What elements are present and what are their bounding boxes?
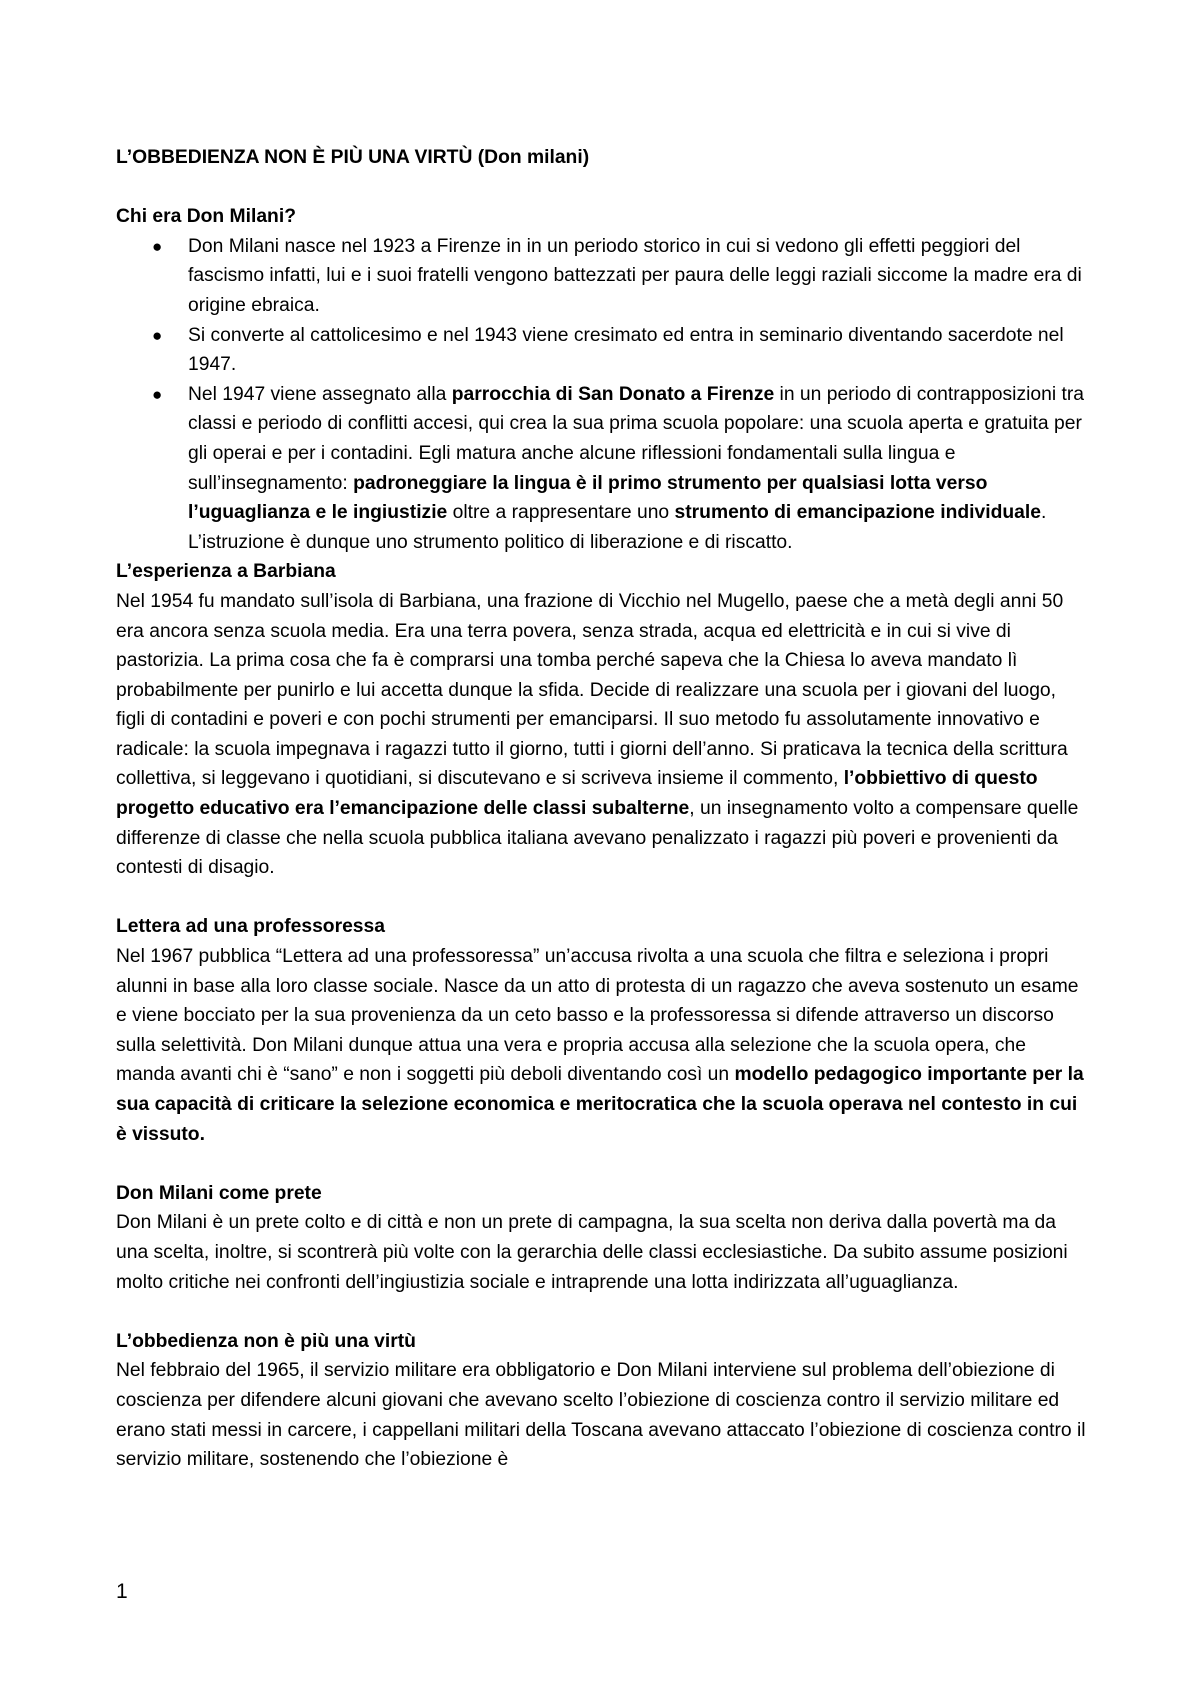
bullet-list (116, 232, 1086, 558)
list-item (116, 321, 1086, 380)
spacer (116, 883, 1086, 913)
text-run: Nel 1947 viene assegnato alla (188, 383, 452, 405)
text-run: Nel 1954 fu mandato sull’isola di Barbiana, una frazione di Vicchio nel Mugello, paese che a metà degli anni 50 era ancora senza scuola media. Era una terra povera, senza strada, acqua ed elettricità e in cui si vive di pastorizia. La prima cosa che fa è comprarsi una tomba perché sapeva che la Chiesa lo aveva mandato lì probabilmente per punirlo e lui accetta dunque la sfida. Decide di realizzare una scuola per i giovani del luogo, figli di contadini e poveri e con pochi strumenti per emanciparsi. Il suo metodo fu assolutamente innovativo e radicale: la scuola impegnava i ragazzi tutto il giorno, tutti i giorni dell’anno. Si praticava la tecnica della scrittura collettiva, si leggevano i quotidiani, si discutevano e si scriveva insieme il commento, (116, 590, 1068, 790)
page-number: 1 (116, 1580, 128, 1603)
section-heading-chi-era: Chi era Don Milani? (116, 206, 296, 228)
section-heading-obbedienza: L’obbedienza non è più una virtù (116, 1330, 416, 1352)
list-item-text: Don Milani nasce nel 1923 a Firenze in in un periodo storico in cui si vedono gli effetti peggiori del fascismo infatti, lui e i suoi fratelli vengono battezzati per paura delle leggi raziali siccome la madre era di origine ebraica. (188, 235, 1082, 316)
bullet-icon: ● (152, 384, 163, 404)
document-title: L’OBBEDIENZA NON È PIÙ UNA VIRTÙ (Don milani) (116, 147, 590, 168)
bold-text-run: l’obbiettivo di questo progetto educativo era l’emancipazione delle classi subalterne (116, 768, 1038, 820)
spacer (116, 1149, 1086, 1179)
bold-text-run: modello pedagogico importante per la sua capacità di criticare la selezione economica e meritocratica che la scuola operava nel contesto in cui è vissuto. (116, 1064, 1084, 1145)
bold-text-run: parrocchia di San Donato a Firenze (451, 383, 775, 405)
bullet-icon: ● (152, 236, 163, 256)
text-run: , un insegnamento volto a compensare quelle differenze di classe che nella scuola pubblica italiana avevano penalizzato i ragazzi più poveri e provenienti da contesti di disagio. (116, 798, 1079, 879)
paragraph-barbiana (116, 587, 1086, 883)
paragraph-prete: Don Milani è un prete colto e di città e non un prete di campagna, la sua scelta non deriva dalla povertà ma da una scelta, inoltre, si scontrerà più volte con la gerarchia delle classi ecclesiastiche. Da subito assume posizioni molto critiche nei confronti dell’ingiustizia sociale e intraprende una lotta indirizzata all’uguaglianza. (116, 1212, 1068, 1293)
paragraph-lettera (116, 942, 1086, 1149)
bold-text-run: strumento di emancipazione individuale (674, 502, 1041, 524)
section-heading-barbiana: L’esperienza a Barbiana (116, 561, 336, 583)
section-heading-prete: Don Milani come prete (116, 1182, 322, 1204)
spacer (116, 1297, 1086, 1327)
text-run: Nel 1967 pubblica “Lettera ad una professoressa” un’accusa rivolta a una scuola che filtra e seleziona i propri alunni in base alla loro classe sociale. Nasce da un atto di protesta di un ragazzo che aveva sostenuto un esame e viene bocciato per la sua provenienza da un ceto basso e la professoressa si difende attraverso un discorso sulla selettività. Don Milani dunque attua una vera e propria accusa alla selezione che la scuola opera, che manda avanti chi è “sano” e non i soggetti più deboli diventando così un (116, 946, 1079, 1086)
section-heading-lettera: Lettera ad una professoressa (116, 916, 385, 938)
bold-text-run: padroneggiare la lingua è il primo strumento per qualsiasi lotta verso l’uguaglianza e le ingiustizie (188, 472, 988, 524)
list-item (116, 232, 1086, 321)
paragraph-obbedienza: Nel febbraio del 1965, il servizio militare era obbligatorio e Don Milani interviene sul problema dell’obiezione di coscienza per difendere alcuni giovani che avevano scelto l’obiezione di coscienza contro il servizio militare ed erano stati messi in carcere, i cappellani militari della Toscana avevano attaccato l’obiezione di coscienza contro il servizio militare, sostenendo che l’obiezione è (116, 1360, 1086, 1471)
text-run: . L’istruzione è dunque uno strumento politico di liberazione e di riscatto. (188, 502, 1047, 553)
list-item-text: Si converte al cattolicesimo e nel 1943 viene cresimato ed entra in seminario diventando sacerdote nel 1947. (188, 324, 1064, 376)
list-item-text (188, 384, 1084, 553)
text-run: oltre a rappresentare uno (447, 502, 675, 524)
text-run: in un periodo di contrapposizioni tra classi e periodo di conflitti accesi, qui crea la sua prima scuola popolare: una scuola aperta e gratuita per gli operai e per i contadini. Egli matura anche alcune riflessioni fondamentali sulla lingua e sull’insegnamento: (188, 383, 1084, 494)
list-item (116, 380, 1086, 558)
spacer (116, 173, 1086, 203)
bullet-icon: ● (152, 325, 163, 345)
document-body (116, 143, 1086, 1475)
